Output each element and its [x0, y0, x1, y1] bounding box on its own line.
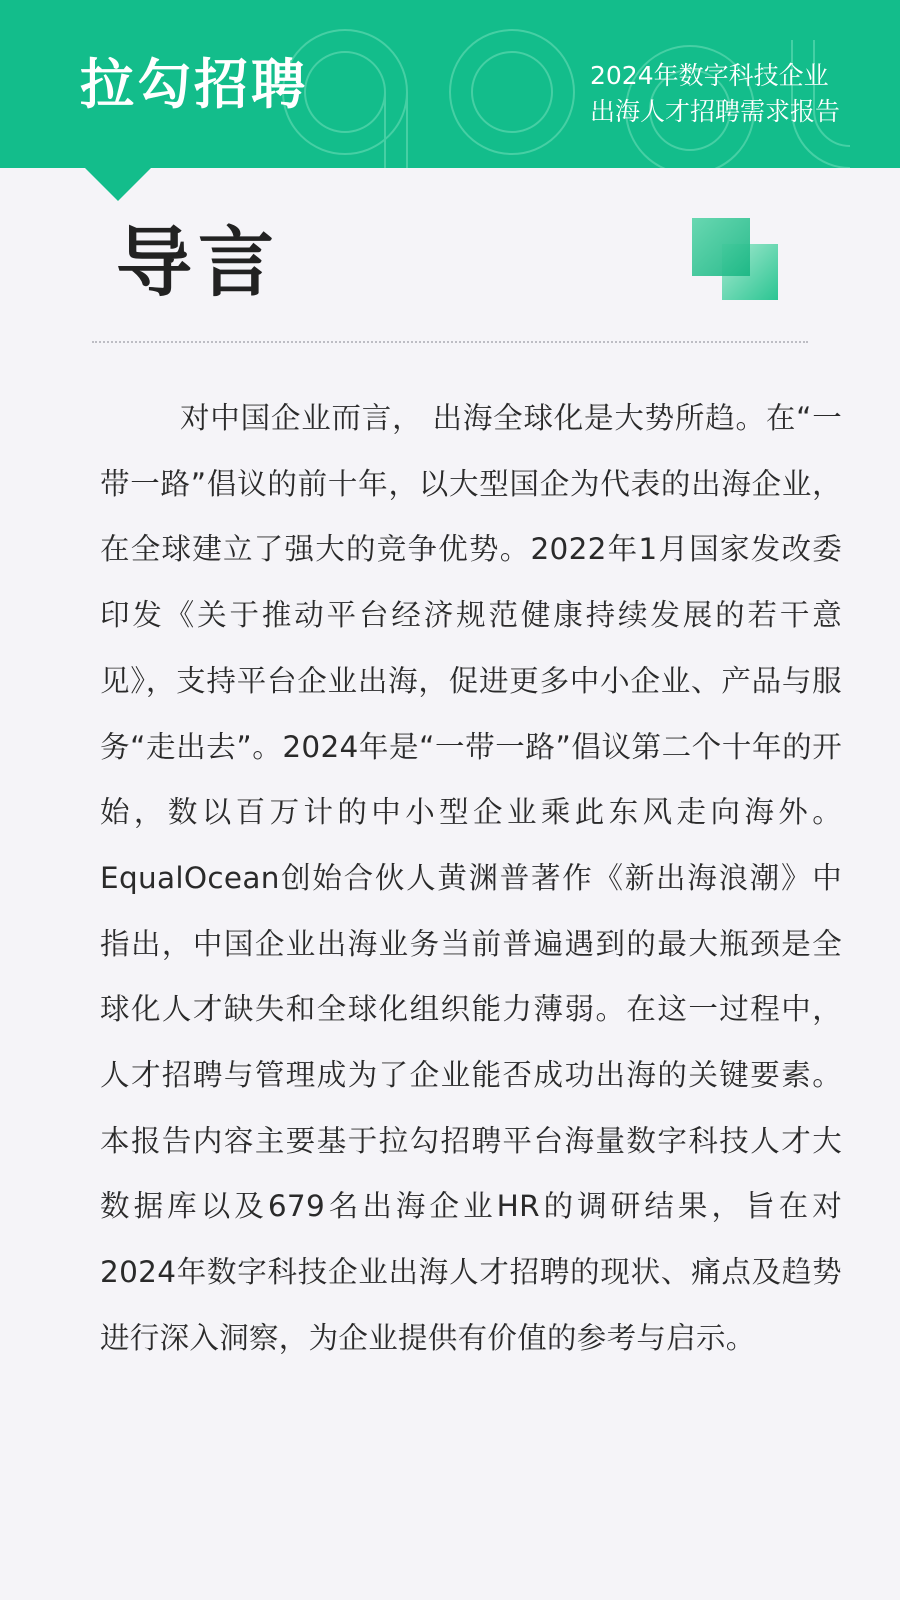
brand-logo-text: 拉勾招聘 — [80, 53, 308, 116]
intro-paragraph: 对中国企业而言， 出海全球化是大势所趋。在“一带一路”倡议的前十年，以大型国企为代表的出海企业，在全球建立了强大的竞争优势。2022年1月国家发改委印发《关于推动平台经济规范健康持续发展的若干意见》，支持平台企业出海，促进更多中小企业、产品与服务“走出去”。2024年是“一带一路”倡议第二个十年的开始，数以百万计的中小型企业乘此东风走向海外。EqualOcean创始合伙人黄渊普著作《新出海浪潮》中指出，中国企业出海业务当前普遍遇到的最大瓶颈是全球化人才缺失和全球化组织能力薄弱。在这一过程中，人才招聘与管理成为了企业能否成功出海的关键要素。本报告内容主要基于拉勾招聘平台海量数字科技人才大数据库以及679名出海企业HR的调研结果，旨在对2024年数字科技企业出海人才招聘的现状、痛点及趋势进行深入洞察，为企业提供有价值的参考与启示。 — [100, 401, 842, 1355]
report-title-line-2: 出海人才招聘需求报告 — [590, 97, 841, 126]
report-title-line-1: 2024年数字科技企业 — [590, 61, 829, 90]
section-title: 导言 — [116, 218, 280, 307]
header-banner — [0, 0, 900, 168]
decorative-squares-icon — [692, 218, 782, 308]
header-pointer-triangle — [84, 167, 152, 201]
dotted-divider — [92, 341, 808, 343]
report-title — [590, 58, 840, 130]
square-front — [692, 218, 750, 276]
